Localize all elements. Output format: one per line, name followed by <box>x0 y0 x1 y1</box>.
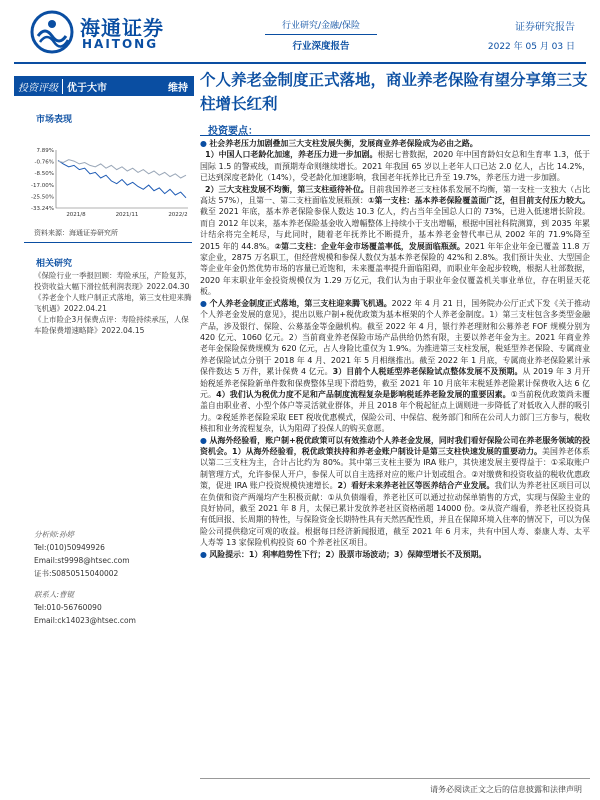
y-tick-label: -8.50% <box>34 171 54 178</box>
bold-lead: 1）中国人口老龄化加速，养老压力进一步加剧。 <box>205 150 378 160</box>
bold-lead: 2）看好未来养老社区等医养结合产业发展。 <box>337 481 495 491</box>
paragraph-text: 截至 2021 年底，基本养老保险参保人数达 10.3 亿人，约占当年全国总人口的 73%，已进入低速增长阶段。而自 2012 年以来，基本养老保险基金收入增幅整体上持续小于支出增幅，根据中国社科院测算，到 2035 年累计结余将完全耗尽，与此同时，随着老年抚养比不断提升，基本养老金替代率已从 2002 年的 71.9%降至 2015 年的 44.8%。 <box>200 207 590 251</box>
chart-source: 资料来源：海通证券研究所 <box>34 229 118 237</box>
report-label: 证券研究报告 <box>515 22 575 33</box>
key-points-title: 投资要点： <box>208 126 258 137</box>
bold-lead: ①第一支柱：基本养老保险覆盖面广泛，但目前支付压力较大。 <box>367 196 590 206</box>
bullet-icon: ● <box>200 139 210 148</box>
related-section-title: 相关研究 <box>36 259 73 269</box>
x-tick-label: 2022/2 <box>168 212 188 218</box>
left-divider <box>24 242 192 243</box>
paragraph-text: 从 2019 年 3 月开始税延养老保险新单件数和保费整体呈现下滑趋势，截至 2021 年 10 月底年末税延养老险累计保费收入达 6 亿元。 <box>200 367 591 399</box>
bullet-icon: ● <box>200 549 210 559</box>
y-tick-label: -17.00% <box>31 182 54 189</box>
market-performance-chart <box>24 146 192 222</box>
contact-name: 联系人:曹锟 <box>34 590 75 599</box>
bold-lead: ②第二支柱：企业年金市场覆盖率低，发展面临瓶颈。 <box>274 241 465 251</box>
y-tick-label: -25.50% <box>31 194 54 201</box>
report-category-block <box>265 18 377 52</box>
related-item[interactable]: 《养老金个人账户制正式落地，第三支柱迎来腾飞机遇》2022.04.21 <box>34 293 192 313</box>
rating-value: 优于大市 <box>62 79 111 94</box>
legal-footer: 请务必阅读正文之后的信息披露和法律声明 <box>430 785 582 794</box>
contact-tel: Tel:010-56760090 <box>34 603 102 612</box>
x-tick-label: 2021/11 <box>115 212 139 218</box>
risk-warning: 风险提示：1）利率趋势性下行；2）股票市场波动；3）保障型增长不及预期。 <box>209 549 487 559</box>
analyst-cert: 证书:S0850515040002 <box>34 569 119 578</box>
y-tick-label: -0.76% <box>34 159 54 166</box>
paragraph <box>200 149 590 183</box>
report-date: 2022 年 05 月 03 日 <box>487 42 575 52</box>
header-divider <box>14 62 586 64</box>
bold-lead: 3）目前个人税延型养老保险试点整体发展不及预期。 <box>332 367 523 377</box>
analyst-email[interactable]: Email:st9998@htsec.com <box>34 556 130 565</box>
rating-label: 投资评级 <box>18 82 58 94</box>
paragraph-text: 2022 年 4 月 21 日，国务院办公厅正式下发《关于推动个人养老金发展的意见》，提出以账户制+税优政策为基本框架的个人养老金制度。1）第三支柱包含多类型金融产品，涉及银行、保险、公募基金等金融机构。截至 2022 年 4 月，银行养老理财和公募养老 FOF 规模分别为 420 亿元、1060 亿元。2）当前商业养老保险市场产品供给仍然有限，主要以养老年金为主。2021 年商业养老年金保险保费规模为 620 亿元，占人身险比重仅为 1.9%。为推进第三支柱发展，税延型养老保险、专属商业养老保险试点分别于 2018 年 4 月、2021 年 5 月相继推出。截至 2022 年 1 月底，专属商业养老保险累计承保件数达 5 万件，累计保费 4 亿元。 <box>200 298 590 377</box>
bullet-icon: ● <box>200 298 210 308</box>
report-body <box>200 138 590 560</box>
bold-lead: 从海外经验看，账户制+税优政策可以有效推动个人养老金发展，同时我们看好保险公司在养老服务领域的投资机会。1）从海外经验看，税优政策扶持和养老金账户制设计是第三支柱快速发展的重要动力。 <box>200 435 590 456</box>
bold-lead: 2）三大支柱发展不均衡，第三支柱亟待补位。 <box>205 184 369 194</box>
paragraph-text: 目前我国养老三支柱体系发展不均衡，第一支柱一支独大（占比高达 57%），且第一、第二支柱面临发展瓶颈： <box>200 184 590 206</box>
report-type: 行业深度报告 <box>292 41 350 52</box>
paragraph <box>200 435 590 549</box>
bold-lead: 4）我们认为税优力度不足和产品制度流程复杂是影响税延养老险发展的重要因素。 <box>216 389 511 399</box>
paragraph <box>200 138 590 149</box>
bold-lead: 个人养老金制度正式落地，第三支柱迎来腾飞机遇。 <box>209 298 392 308</box>
report-meta <box>455 18 575 52</box>
logo-english-name: HAITONG <box>82 37 159 51</box>
company-logo <box>30 10 180 56</box>
series-line-1 <box>58 160 186 178</box>
y-tick-label: 7.89% <box>36 148 54 154</box>
related-research-list <box>34 270 194 336</box>
y-tick-label: -33.24% <box>31 206 54 212</box>
haitong-logo-icon <box>30 10 74 54</box>
rating-action: 维持 <box>168 82 188 94</box>
bold-lead: 社会养老压力加剧叠加三大支柱发展失衡，发展商业养老保险成为必由之路。 <box>209 139 478 148</box>
contact-email[interactable]: Email:ck14023@htsec.com <box>34 616 136 625</box>
analyst-info <box>34 528 194 627</box>
series-line-0 <box>58 160 186 197</box>
analyst-tel: Tel:(010)50949926 <box>34 543 105 552</box>
market-section-title: 市场表现 <box>36 115 73 125</box>
related-item[interactable]: 《保险行业一季报回顾：寿险承压，产险复苏，投资收益大幅下滑拉低利润表现》2022.04.30 <box>34 271 192 291</box>
analyst-name: 分析师:孙婷 <box>34 530 75 539</box>
key-points-header <box>200 124 590 136</box>
footer-divider <box>200 778 590 779</box>
related-item[interactable]: 《上市险企3月保费点评：寿险持续承压，人保车险保费增速略降》2022.04.15 <box>34 315 189 335</box>
paragraph-text: 我们认为养老社区项目可以在负债和资产两端均产生积极贡献：①从负债端看，养老社区可以通过拉动保单销售的方式，实现与保险主业的良好协同，截至 2021 年 8 月，太保已累计发放养老社区资格函超 14000 份。②从资产端看，养老社区投资具有低回报、长周期的特性，与保险资金长期特性具有天然匹配性质，并且在保障环境入住率的情况下，可以为保险公司提供稳定可观的收益。根据每日经济新闻报道，截至 2021 年 6 月末，共有中国人寿、泰康人寿、太平人寿等 13 家保险机构投资 60 个养老社区项目。 <box>200 481 590 548</box>
report-category: 行业研究/金融/保险 <box>265 18 377 35</box>
bullet-icon: ● <box>200 435 210 445</box>
paragraph-text: 2021 年年企业年金已覆盖 11.8 万家企业，2875 万名职工，但经营规模和参保人数仅为基本养老保险的 42%和 2.8%。我们预计失业、大型国企等企业年金仍然优势市场的容量已近饱和，未来覆盖率提升面临阻碍，而职业年金起步较晚，根据人社部数据，2020 年末职业年金投资规模仅为 1.29 万亿元，我们认为由于职业年金仅覆盖机关事业单位，存在明显天花板。 <box>200 241 590 297</box>
paragraph-text: ①当前税优政策尚未覆盖自由职业者、小型个体户等灵活就业群体，并且 2018 年个税起征点上调则进一步降低了对低收入人群的吸引力。②税延养老保险采取 EET 税收优惠模式，保险公司、中保信、税务部门和所在公司人力部门三方参与，税收核扣和业务流程复杂，认为阻碍了投保人的购买意愿。 <box>200 389 590 434</box>
logo-chinese-name: 海通证券 <box>80 16 164 40</box>
x-tick-label: 2021/8 <box>66 212 86 218</box>
paragraph-text: 根据七普数据，2020 年中国育龄妇女总和生育率 1.3，低于国际 1.5 的警戒线，而預期寿命则继续增长。2021 年我国 65 岁以上老年人口已达 2.0 亿人，占比 14.2%，已达到深度老龄化（14%），受老龄化加速影响，我国老年抚养比已升至 19.7%，养老压力进一步加剧。 <box>200 150 590 183</box>
paragraph <box>200 298 590 435</box>
paragraph <box>200 549 590 560</box>
paragraph-text: 美国养老体系以第二三支柱为主，合计占比约为 80%。其中第三支柱主要为 IRA 账户，其快速发展主要得益于：①采取账户制管理方式，允许参保人开户，参保人可以自主选择对应的账户计划或组合。②对缴费和投资收益的税收优惠政策，促进 IRA 账户投资规模快速增长。 <box>200 446 590 491</box>
rating-bar <box>14 76 194 96</box>
report-title: 个人养老金制度正式落地，商业养老保险有望分享第三支柱增长红利 <box>200 70 588 113</box>
paragraph <box>200 184 590 298</box>
report-header <box>0 0 600 62</box>
